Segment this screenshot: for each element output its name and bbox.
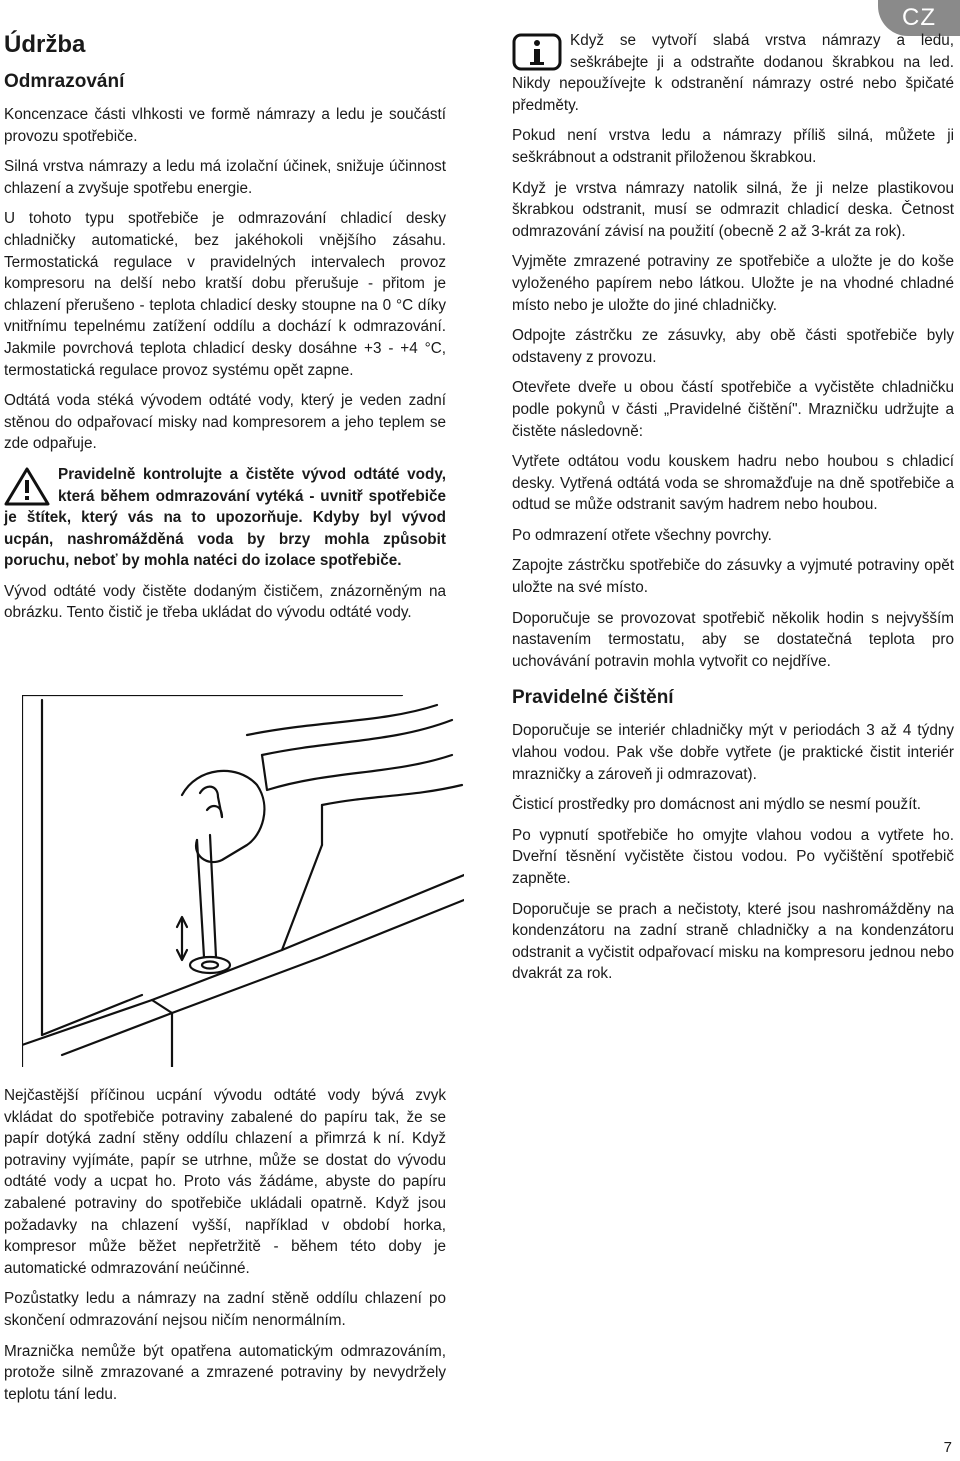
paragraph: Čisticí prostředky pro domácnost ani mýdlo se nesmí použít.	[512, 796, 921, 814]
section-heading-defrosting: Odmrazování	[4, 71, 125, 92]
paragraph: Vyjměte zmrazené potraviny ze spotřebiče a uložte je do koše vyloženého papírem nebo látkou. Uložte je na vhodné chladné místo nebo je uložte do jiné chladničky.	[512, 253, 954, 314]
paragraph: Pokud není vrstva ledu a námrazy příliš silná, můžete ji seškrábnout a odstranit přiloženou škrabkou.	[512, 127, 954, 166]
paragraph: Doporučuje se prach a nečistoty, které jsou nashromážděny na kondenzátoru na zadní straně chladničky a na kondenzátoru odstranit a vyčistit odpařovací misku na kompresoru jednou nebo dvakrát za rok.	[512, 900, 954, 983]
info-icon	[512, 32, 562, 72]
paragraph: Odpojte zástrčku ze zásuvky, aby obě části spotřebiče byly odstaveny z provozu.	[512, 327, 954, 366]
bottom-left-column	[4, 1085, 446, 1414]
warning-triangle-icon	[4, 466, 50, 506]
paragraph: Nejčastější příčinou ucpání vývodu odtáté vody bývá zvyk vkládat do spotřebiče potraviny zabalené do papíru tak, že se papír dotýká zadní stěny oddílu chlazení a přimrzá k ní. Když potraviny vyjímáte, papír se utrhne, může se dostat do vývodu odtáté vody a ucpat ho. Proto vás žádáme, abyste do papíru zabalené potraviny do spotřebiče ukládali opatrně. Když jsou požadavky na chlazení vyšší, například v období horka, kompresor může běžet nepřetržitě - během této doby je automatické odmrazování neúčinné.	[4, 1087, 446, 1277]
paragraph: U tohoto typu spotřebiče je odmrazování chladicí desky chladničky automatické, bez jakéhokoli vnějšího zásahu. Termostatická regulace v pravidelných intervalech provoz kompresoru na delší nebo kratší dobu přerušuje - přitom je chlazení přerušeno - teplota chladicí desky stoupne na 0 °C díky vnitřnímu tepelnému zatížení oddílu a dochází k odmrazování. Jakmile povrchová teplota chladicí desky dosáhne +3 - +4 °C, termostatická regulace provoz systému opět zapne.	[4, 210, 446, 379]
page-title: Údržba	[4, 31, 86, 58]
section-heading-regular-cleaning: Pravidelné čištění	[512, 687, 674, 709]
paragraph: Pozůstatky ledu a námrazy na zadní stěně oddílu chlazení po skončení odmrazování nejsou ničím nenormálním.	[4, 1290, 446, 1329]
paragraph: Když je vrstva námrazy natolik silná, že ji nelze plastikovou škrabkou odstranit, musí se odmrazit chladicí deska. Četnost odmrazování závisí na použití (obecně 2 až 3-krát za rok).	[512, 179, 954, 240]
paragraph: Doporučuje se provozovat spotřebič několik hodin s nejvyšším nastavením termostatu, aby se dostatečná teplota pro uchovávání potravin mohla vytvořit co nejdříve.	[512, 609, 954, 670]
paragraph: Po odmrazení otřete všechny povrchy.	[512, 526, 772, 544]
paragraph: Zapojte zástrčku spotřebiče do zásuvky a vyjmuté potraviny opět uložte na své místo.	[512, 557, 954, 597]
drain-cleaner-illustration	[22, 695, 464, 1067]
language-badge: CZ	[878, 0, 960, 36]
page-number: 7	[943, 1439, 952, 1456]
warning-text: Pravidelně kontrolujte a čistěte vývod odtáté vody, která během odmrazování vytéká - uvnitř spotřebiče je štítek, který vás na to upozorňuje. Kdyby byl vývod ucpán, nashromážděná voda by brzy mohla způsobit poruchu, neboť by mohla natéci do izolace spotřebiče.	[4, 465, 446, 570]
paragraph: Po vypnutí spotřebiče ho omyjte vlahou vodou a vytřete ho. Dveřní těsnění vyčistěte čistou vodou. Po vyčištění spotřebič zapněte.	[512, 826, 954, 887]
info-note-text: Když se vytvoří slabá vrstva námrazy a ledu, seškrábejte ji a odstraňte dodanou škrabkou na led. Nikdy nepoužívejte k odstranění námrazy ostré nebo špičaté předměty.	[512, 32, 954, 114]
paragraph: Vývod odtáté vody čistěte dodaným čističem, znázorněným na obrázku. Tento čistič je třeba ukládat do vývodu odtáté vody.	[4, 582, 446, 622]
paragraph: Odtátá voda stéká vývodem odtáté vody, který je veden zadní stěnou do odpařovací misky nad kompresorem a jeho teplem se zde odpařuje.	[4, 392, 446, 453]
paragraph: Koncenzace části vlhkosti ve formě námrazy a ledu je součástí provozu spotřebiče.	[4, 106, 446, 145]
paragraph: Silná vrstva námrazy a ledu má izolační účinek, snižuje účinnost chlazení a zvyšuje spotřebu energie.	[4, 158, 446, 197]
paragraph: Mraznička nemůže být opatřena automatickým odmrazováním, protože silně zmrazované a zmrazené potraviny by nevydržely teplotu tání ledu.	[4, 1342, 446, 1403]
warning-paragraph	[4, 464, 446, 572]
paragraph: Doporučuje se interiér chladničky mýt v periodách 3 až 4 týdny vlahou vodou. Pak vše dobře vytřete (je praktické čistit interiér mrazničky a zároveň ji odmrazovat).	[512, 722, 954, 783]
paragraph: Vytřete odtátou vodu kouskem hadru nebo houbou s chladicí desky. Vytřená odtátá voda se shromažďuje na dně spotřebiče a odtud se může odstranit savým hadrem nebo houbou.	[512, 453, 954, 514]
paragraph: Otevřete dveře u obou částí spotřebiče a vyčistěte chladničku podle pokynů v části „Pravidelné čištění". Mrazničku udržujte a čistěte následovně:	[512, 379, 954, 440]
left-column	[4, 30, 446, 633]
right-column	[512, 30, 954, 994]
info-note-paragraph	[512, 30, 954, 116]
